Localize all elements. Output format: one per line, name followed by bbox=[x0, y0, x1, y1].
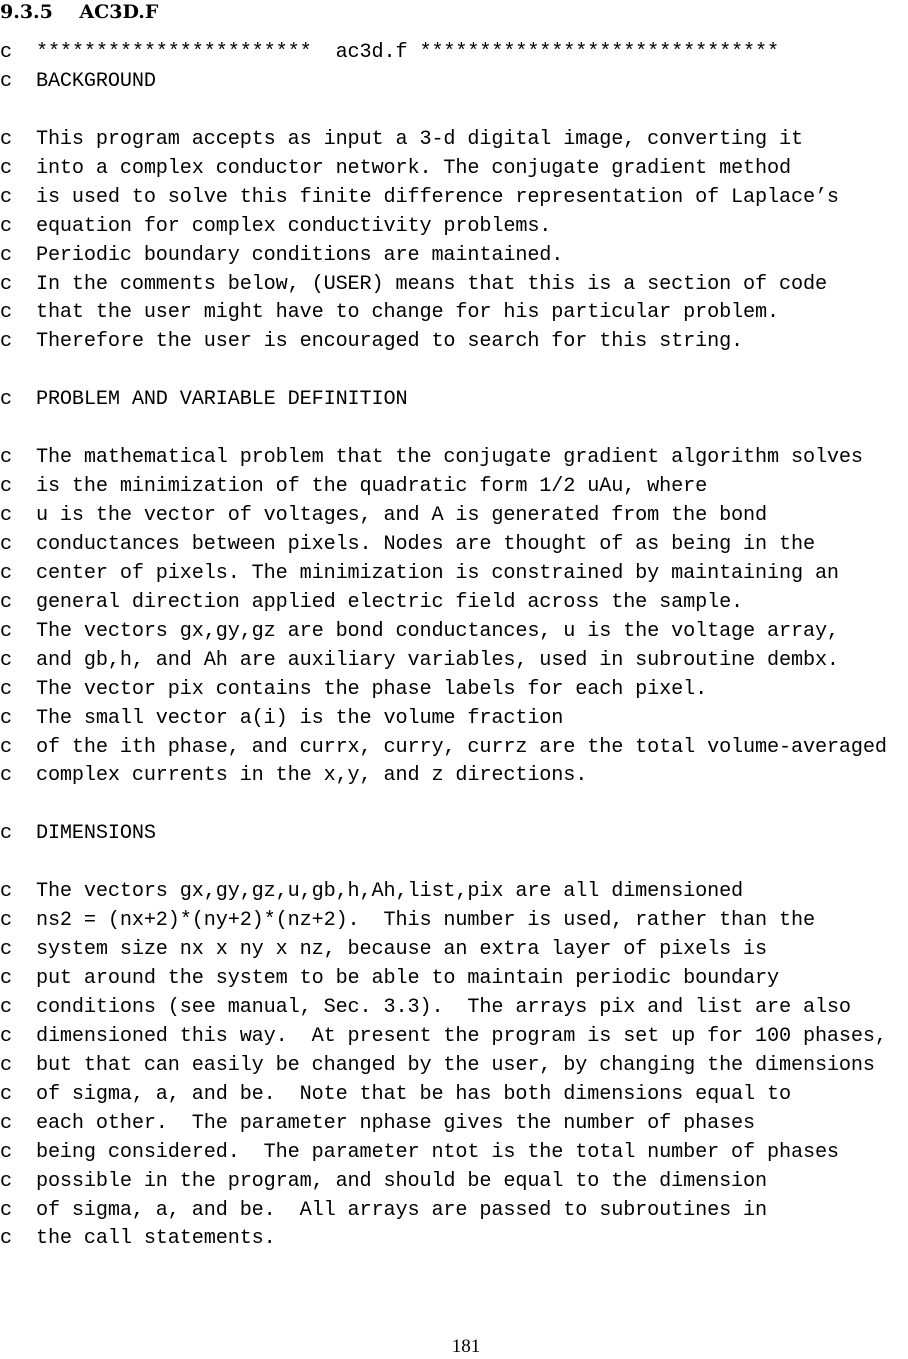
code-line: c center of pixels. The minimization is constrained by maintaining an bbox=[0, 561, 839, 585]
code-line: c of sigma, a, and be. All arrays are passed to subroutines in bbox=[0, 1198, 768, 1222]
code-line: c BACKGROUND bbox=[0, 69, 156, 93]
code-line: c In the comments below, (USER) means that this is a section of code bbox=[0, 272, 827, 296]
section-heading bbox=[0, 0, 158, 24]
section-number: 9.3.5 bbox=[0, 1, 53, 23]
code-line: c general direction applied electric field across the sample. bbox=[0, 590, 744, 614]
code-line: c possible in the program, and should be equal to the dimension bbox=[0, 1169, 768, 1193]
code-line bbox=[0, 415, 887, 444]
code-line: c The vectors gx,gy,gz are bond conductances, u is the voltage array, bbox=[0, 619, 839, 643]
code-line: c The small vector a(i) is the volume fraction bbox=[0, 706, 564, 730]
code-line: c and gb,h, and Ah are auxiliary variables, used in subroutine dembx. bbox=[0, 648, 839, 672]
code-line: c conditions (see manual, Sec. 3.3). The arrays pix and list are also bbox=[0, 995, 851, 1019]
code-line: c being considered. The parameter ntot is the total number of phases bbox=[0, 1140, 839, 1164]
code-line: c complex currents in the x,y, and z directions. bbox=[0, 764, 588, 788]
code-line bbox=[0, 791, 887, 820]
code-listing bbox=[0, 39, 887, 1254]
code-line: c dimensioned this way. At present the program is set up for 100 phases, bbox=[0, 1024, 887, 1048]
code-line: c is the minimization of the quadratic form 1/2 uAu, where bbox=[0, 475, 708, 499]
code-line bbox=[0, 849, 887, 878]
code-line: c *********************** ac3d.f ****************************** bbox=[0, 41, 779, 64]
code-line: c conductances between pixels. Nodes are thought of as being in the bbox=[0, 532, 815, 556]
page-number: 181 bbox=[451, 1336, 481, 1357]
code-line: c The mathematical problem that the conjugate gradient algorithm solves bbox=[0, 446, 863, 470]
code-line bbox=[0, 357, 887, 386]
code-line: c that the user might have to change for his particular problem. bbox=[0, 301, 779, 325]
section-title: AC3D.F bbox=[79, 1, 159, 23]
code-line bbox=[0, 97, 887, 126]
code-line: c PROBLEM AND VARIABLE DEFINITION bbox=[0, 388, 408, 412]
code-line: c system size nx x ny x nz, because an extra layer of pixels is bbox=[0, 938, 768, 962]
code-line: c each other. The parameter nphase gives the number of phases bbox=[0, 1111, 756, 1135]
code-line: c of the ith phase, and currx, curry, currz are the total volume-averaged bbox=[0, 735, 887, 759]
code-line: c into a complex conductor network. The conjugate gradient method bbox=[0, 156, 791, 180]
code-line: c The vector pix contains the phase labels for each pixel. bbox=[0, 677, 708, 701]
code-line: c equation for complex conductivity problems. bbox=[0, 214, 552, 238]
code-line: c Periodic boundary conditions are maintained. bbox=[0, 243, 564, 267]
code-line: c is used to solve this finite difference representation of Laplace’s bbox=[0, 185, 839, 209]
code-line: c The vectors gx,gy,gz,u,gb,h,Ah,list,pix are all dimensioned bbox=[0, 880, 744, 904]
code-line: c u is the vector of voltages, and A is generated from the bond bbox=[0, 504, 768, 527]
code-line: c Therefore the user is encouraged to search for this string. bbox=[0, 330, 744, 354]
code-line: c but that can easily be changed by the user, by changing the dimensions bbox=[0, 1053, 875, 1077]
code-line: c put around the system to be able to maintain periodic boundary bbox=[0, 967, 779, 990]
code-line: c DIMENSIONS bbox=[0, 822, 156, 846]
code-line: c This program accepts as input a 3-d digital image, converting it bbox=[0, 127, 803, 151]
code-line: c ns2 = (nx+2)*(ny+2)*(nz+2). This number is used, rather than the bbox=[0, 909, 815, 933]
code-line: c the call statements. bbox=[0, 1227, 276, 1251]
code-line: c of sigma, a, and be. Note that be has both dimensions equal to bbox=[0, 1082, 791, 1106]
